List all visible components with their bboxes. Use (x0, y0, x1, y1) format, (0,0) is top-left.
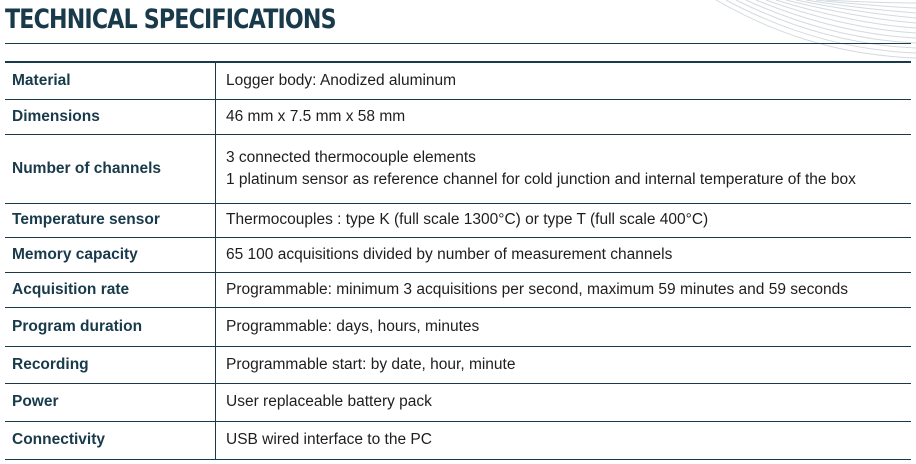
table-row (5, 421, 911, 459)
spec-value (216, 62, 912, 99)
table-row (5, 346, 911, 383)
spec-label: Recording (5, 346, 216, 383)
spec-value-line: User replaceable battery pack (226, 393, 432, 410)
table-row (5, 134, 911, 203)
spec-value (216, 99, 912, 134)
spec-value (216, 307, 912, 346)
spec-value-line: Programmable start: by date, hour, minute (226, 355, 516, 373)
spec-value (216, 203, 912, 237)
spec-value (216, 383, 912, 421)
spec-value-line: Programmable: days, hours, minutes (226, 317, 480, 335)
spec-value (216, 421, 912, 459)
spec-label: Temperature sensor (5, 203, 216, 237)
table-row (5, 62, 911, 99)
specifications-table (5, 61, 911, 460)
table-row (5, 307, 911, 346)
spec-value-line: Thermocouples : type K (full scale 1300°C) or type T (full scale 400°C) (226, 211, 709, 228)
spec-label: Acquisition rate (5, 272, 216, 307)
spec-value (216, 272, 912, 307)
table-row (5, 272, 911, 307)
spec-value-line: Programmable: minimum 3 acquisitions per second, maximum 59 minutes and 59 seconds (226, 280, 849, 298)
table-row (5, 203, 911, 237)
spec-value (216, 237, 912, 272)
spec-value-line: USB wired interface to the PC (226, 431, 432, 448)
spec-label: Power (5, 383, 216, 421)
spec-value-line: 65 100 acquisitions divided by number of measurement channels (226, 245, 673, 263)
spec-label: Dimensions (5, 99, 216, 134)
title-divider (5, 43, 911, 44)
table-row (5, 99, 911, 134)
spec-value (216, 134, 912, 203)
spec-label: Program duration (5, 307, 216, 346)
page-title: TECHNICAL SPECIFICATIONS (5, 4, 336, 35)
spec-label: Connectivity (5, 421, 216, 459)
spec-label: Number of channels (5, 134, 216, 203)
table-row (5, 383, 911, 421)
decorative-wave-lines (676, 0, 916, 70)
table-row (5, 237, 911, 272)
spec-value-line: 1 platinum sensor as reference channel for cold junction and internal temperature of the box (226, 170, 856, 188)
spec-value-line: 46 mm x 7.5 mm x 58 mm (226, 107, 406, 125)
spec-value (216, 346, 912, 383)
spec-label: Memory capacity (5, 237, 216, 272)
spec-value-line: 3 connected thermocouple elements (226, 148, 476, 166)
spec-value-line: Logger body: Anodized aluminum (226, 71, 457, 89)
spec-label: Material (5, 62, 216, 99)
